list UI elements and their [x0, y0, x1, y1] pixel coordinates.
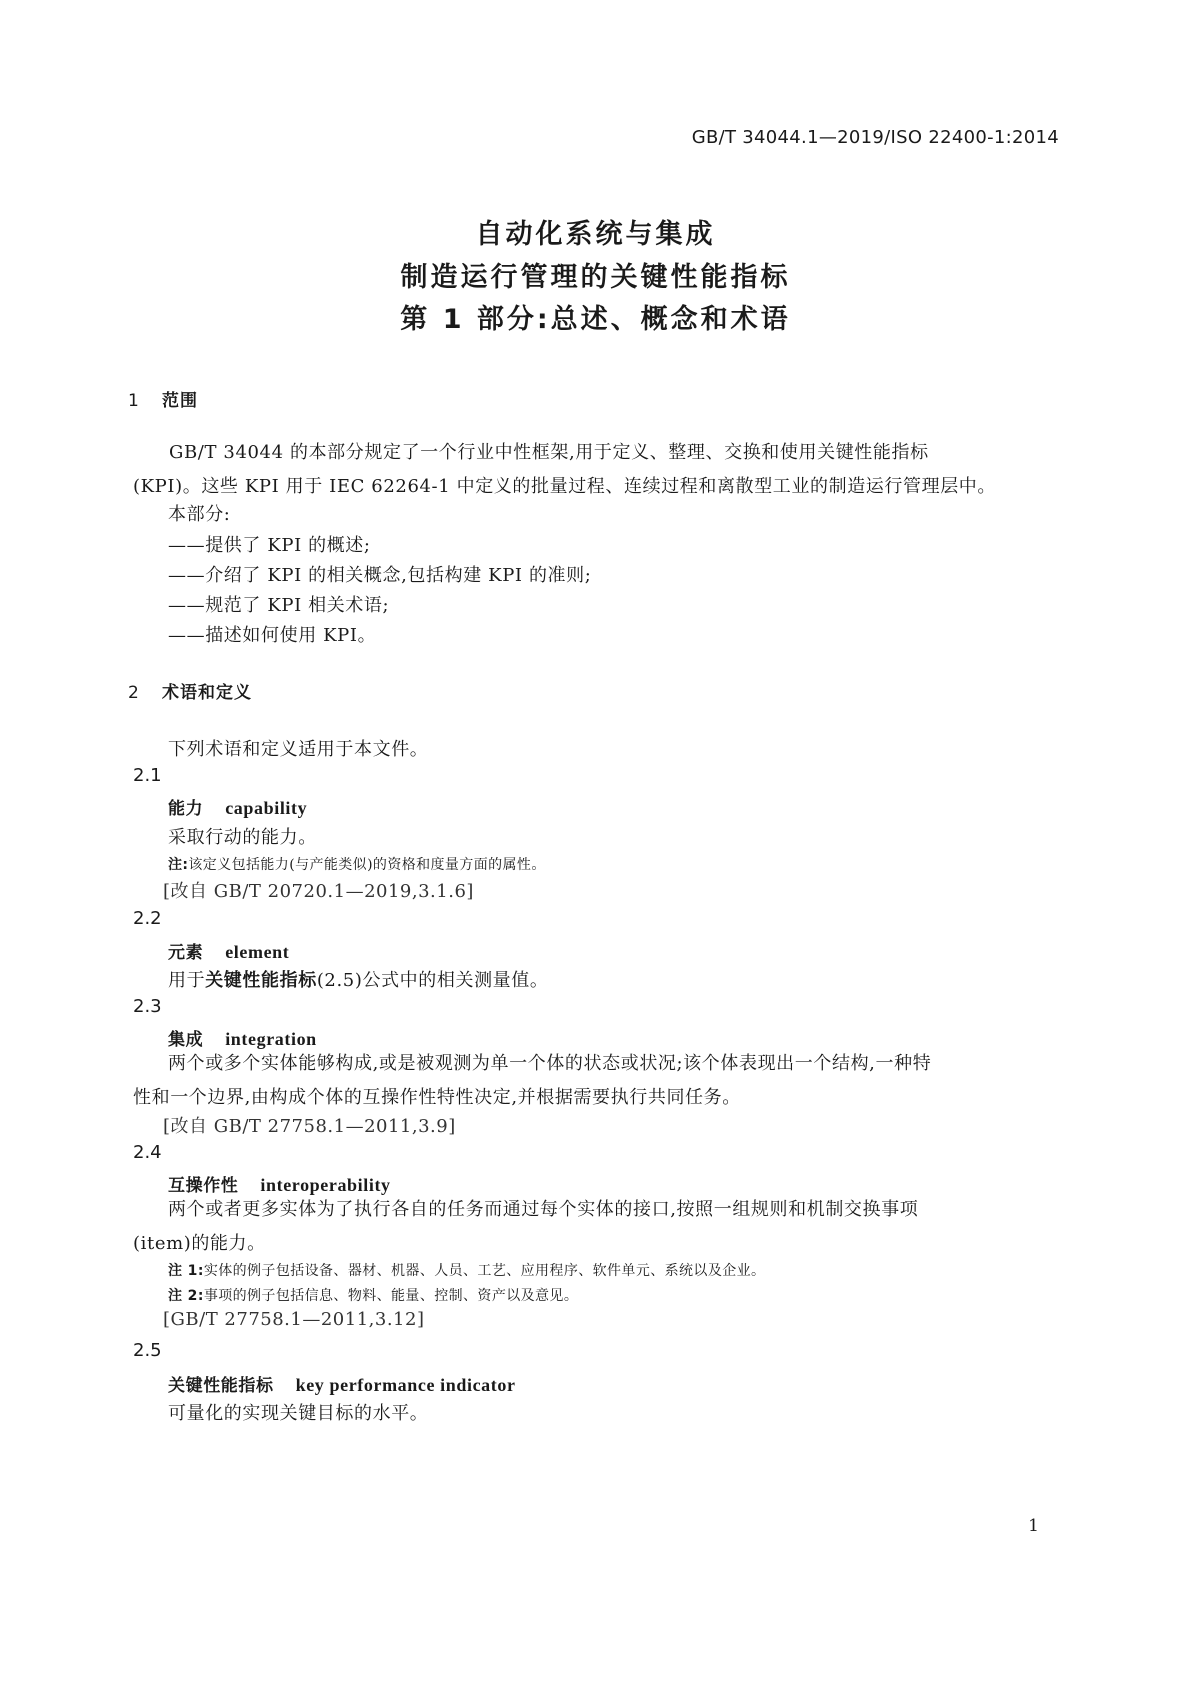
scope-paragraph-line-2: (KPI)。这些 KPI 用于 IEC 62264-1 中定义的批量过程、连续过程和离散型工业的制造运行管理层中。 [133, 476, 997, 497]
term-source: [改自 GB/T 20720.1—2019,3.1.6] [163, 881, 474, 902]
term-en: capability [225, 798, 308, 818]
definition-text: (2.5)公式中的相关测量值。 [316, 970, 549, 991]
note-label: 注: [168, 857, 189, 873]
term-definition [133, 1047, 1062, 1115]
cross-reference-term: 关键性能指标 [205, 970, 317, 991]
note-text: 事项的例子包括信息、物料、能量、控制、资产以及意见。 [203, 1288, 579, 1304]
note-text: 实体的例子包括设备、器材、机器、人员、工艺、应用程序、软件单元、系统以及企业。 [203, 1263, 766, 1279]
term-zh: 元素 [168, 943, 204, 963]
scope-list-item: ——规范了 KPI 相关术语; [168, 595, 390, 616]
definition-line-2: 性和一个边界,由构成个体的互操作性特性决定,并根据需要执行共同任务。 [133, 1087, 741, 1108]
note-text: 该定义包括能力(与产能类似)的资格和度量方面的属性。 [188, 857, 546, 873]
term-heading [168, 1371, 516, 1396]
term-note [168, 1260, 765, 1280]
scope-list-item: ——介绍了 KPI 的相关概念,包括构建 KPI 的准则; [168, 565, 592, 586]
note-label: 注 1: [168, 1263, 204, 1279]
section-1-title: 范围 [162, 391, 198, 411]
section-2-number: 2 [128, 683, 140, 703]
definition-text: 用于 [168, 970, 206, 991]
term-definition [133, 1193, 1062, 1261]
term-zh: 集成 [168, 1030, 204, 1050]
term-heading [168, 938, 289, 963]
section-1-heading [128, 386, 198, 411]
term-definition: 可量化的实现关键目标的水平。 [168, 1403, 429, 1424]
term-heading [168, 794, 307, 819]
section-2-heading [128, 678, 252, 703]
section-2-title: 术语和定义 [162, 683, 252, 703]
term-zh: 能力 [168, 799, 204, 819]
term-en: interoperability [260, 1175, 391, 1195]
term-source: [GB/T 27758.1—2011,3.12] [163, 1309, 425, 1330]
title-line-1: 自动化系统与集成 [475, 219, 716, 250]
scope-paragraph-line-1: GB/T 34044 的本部分规定了一个行业中性框架,用于定义、整理、交换和使用关键性能指标 [169, 442, 929, 463]
section-1-number: 1 [128, 391, 140, 411]
term-zh: 关键性能指标 [168, 1376, 274, 1396]
scope-list-item: ——提供了 KPI 的概述; [168, 535, 371, 556]
scope-intro: 本部分: [168, 504, 231, 525]
term-note [168, 854, 546, 874]
clause-number: 2.5 [133, 1340, 162, 1361]
title-line-3: 第 1 部分:总述、概念和术语 [400, 304, 791, 335]
clause-number: 2.2 [133, 908, 162, 929]
definition-line-2: (item)的能力。 [133, 1233, 266, 1254]
definition-line-1: 两个或多个实体能够构成,或是被观测为单一个体的状态或状况;该个体表现出一个结构,一种特 [168, 1053, 932, 1074]
scope-paragraph [133, 436, 1062, 504]
terms-intro: 下列术语和定义适用于本文件。 [168, 739, 429, 760]
note-label: 注 2: [168, 1288, 204, 1304]
term-definition [168, 966, 548, 992]
term-en: integration [225, 1029, 317, 1049]
standard-code: GB/T 34044.1—2019/ISO 22400-1:2014 [691, 127, 1059, 148]
definition-line-1: 两个或者更多实体为了执行各自的任务而通过每个实体的接口,按照一组规则和机制交换事项 [168, 1199, 919, 1220]
scope-list-item: ——描述如何使用 KPI。 [168, 625, 377, 646]
term-source: [改自 GB/T 27758.1—2011,3.9] [163, 1116, 456, 1137]
clause-number: 2.3 [133, 996, 162, 1017]
term-definition: 采取行动的能力。 [168, 827, 317, 848]
page-number: 1 [1028, 1516, 1039, 1536]
term-en: key performance indicator [295, 1375, 516, 1395]
title-line-2: 制造运行管理的关键性能指标 [400, 262, 791, 293]
term-zh: 互操作性 [168, 1176, 239, 1196]
term-note [168, 1285, 578, 1305]
clause-number: 2.4 [133, 1142, 162, 1163]
clause-number: 2.1 [133, 765, 162, 786]
term-en: element [225, 942, 290, 962]
